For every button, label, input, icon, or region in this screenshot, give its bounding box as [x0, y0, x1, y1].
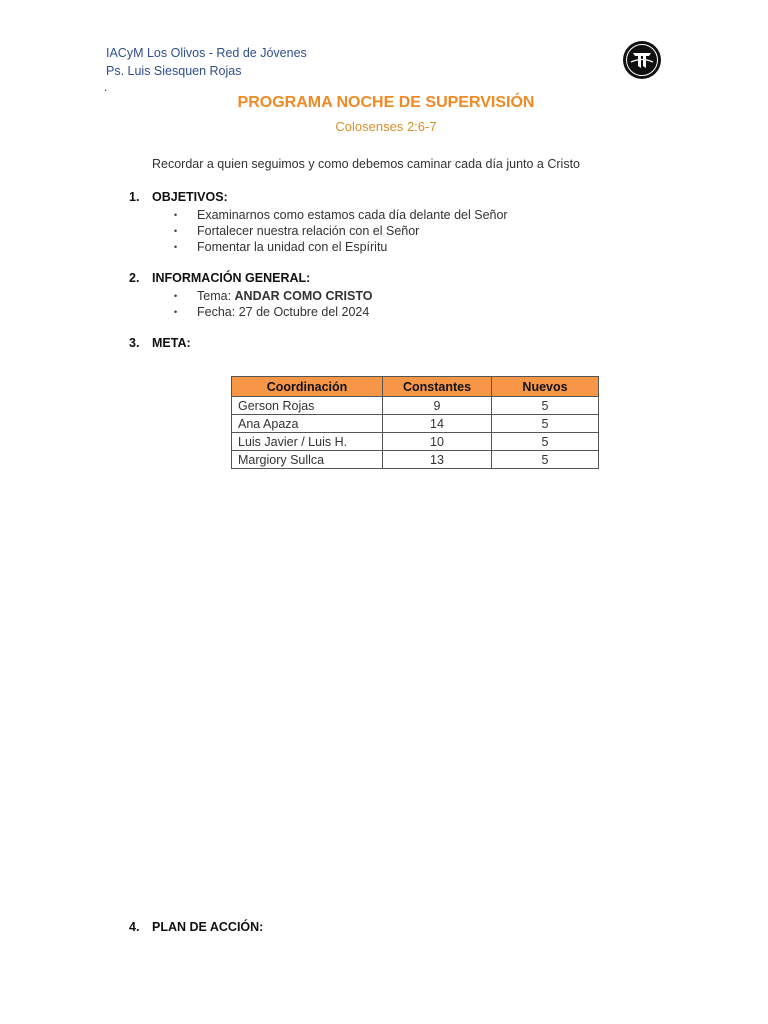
list-item-text: Examinarnos como estamos cada día delante del Señor: [197, 208, 508, 222]
section-number: 2.: [129, 271, 140, 285]
informacion-list: [174, 288, 372, 320]
column-header-nuevos: Nuevos: [492, 377, 599, 397]
cell-nuevos: 5: [492, 433, 599, 451]
bullet: •: [174, 226, 178, 236]
section-number: 1.: [129, 190, 140, 204]
column-header-coordinacion: Coordinación: [232, 377, 383, 397]
cell-coordinacion: Gerson Rojas: [232, 397, 383, 415]
cell-constantes: 14: [383, 415, 492, 433]
list-item: [174, 288, 372, 304]
bullet: •: [174, 210, 178, 220]
church-logo: [622, 40, 662, 80]
bullet: •: [174, 242, 178, 252]
objetivos-list: [174, 207, 508, 255]
tema-label: Tema:: [197, 289, 235, 303]
section-number: 3.: [129, 336, 140, 350]
list-item-text: Fomentar la unidad con el Espíritu: [197, 240, 388, 254]
cell-constantes: 9: [383, 397, 492, 415]
header-pastor: Ps. Luis Siesquen Rojas: [106, 64, 242, 78]
fecha-value: 27 de Octubre del 2024: [238, 305, 370, 319]
cell-coordinacion: Luis Javier / Luis H.: [232, 433, 383, 451]
section-title: PLAN DE ACCIÓN:: [152, 920, 264, 934]
section-title: OBJETIVOS:: [152, 190, 228, 204]
cell-nuevos: 5: [492, 451, 599, 469]
table-row: [232, 397, 599, 415]
cell-nuevos: 5: [492, 397, 599, 415]
section-title: META:: [152, 336, 191, 350]
table-row: [232, 415, 599, 433]
list-item: [174, 223, 508, 239]
table-row: [232, 451, 599, 469]
bullet: •: [174, 291, 178, 301]
cell-coordinacion: Ana Apaza: [232, 415, 383, 433]
tema-value: ANDAR COMO CRISTO: [234, 289, 373, 303]
section-informacion-heading: [129, 271, 310, 285]
list-item: [174, 304, 372, 320]
list-item-text: Fortalecer nuestra relación con el Señor: [197, 224, 420, 238]
intro-text: Recordar a quien seguimos y como debemos caminar cada día junto a Cristo: [152, 157, 580, 171]
section-meta-heading: [129, 336, 191, 350]
list-item: [174, 239, 508, 255]
bullet: •: [174, 307, 178, 317]
fecha-label: Fecha:: [197, 305, 239, 319]
cell-constantes: 13: [383, 451, 492, 469]
header-org: IACyM Los Olivos - Red de Jóvenes: [106, 46, 307, 60]
section-objetivos-heading: [129, 190, 228, 204]
meta-table: [231, 376, 599, 469]
cell-constantes: 10: [383, 433, 492, 451]
header-dot: .: [104, 80, 108, 94]
section-title: INFORMACIÓN GENERAL:: [152, 271, 311, 285]
table-header-row: [232, 377, 599, 397]
section-plan-heading: [129, 920, 263, 934]
cell-nuevos: 5: [492, 415, 599, 433]
list-item: [174, 207, 508, 223]
table-row: [232, 433, 599, 451]
cell-coordinacion: Margiory Sullca: [232, 451, 383, 469]
bible-verse: Colosenses 2:6-7: [335, 119, 437, 134]
page-title: PROGRAMA NOCHE DE SUPERVISIÓN: [237, 94, 535, 111]
column-header-constantes: Constantes: [383, 377, 492, 397]
section-number: 4.: [129, 920, 140, 934]
